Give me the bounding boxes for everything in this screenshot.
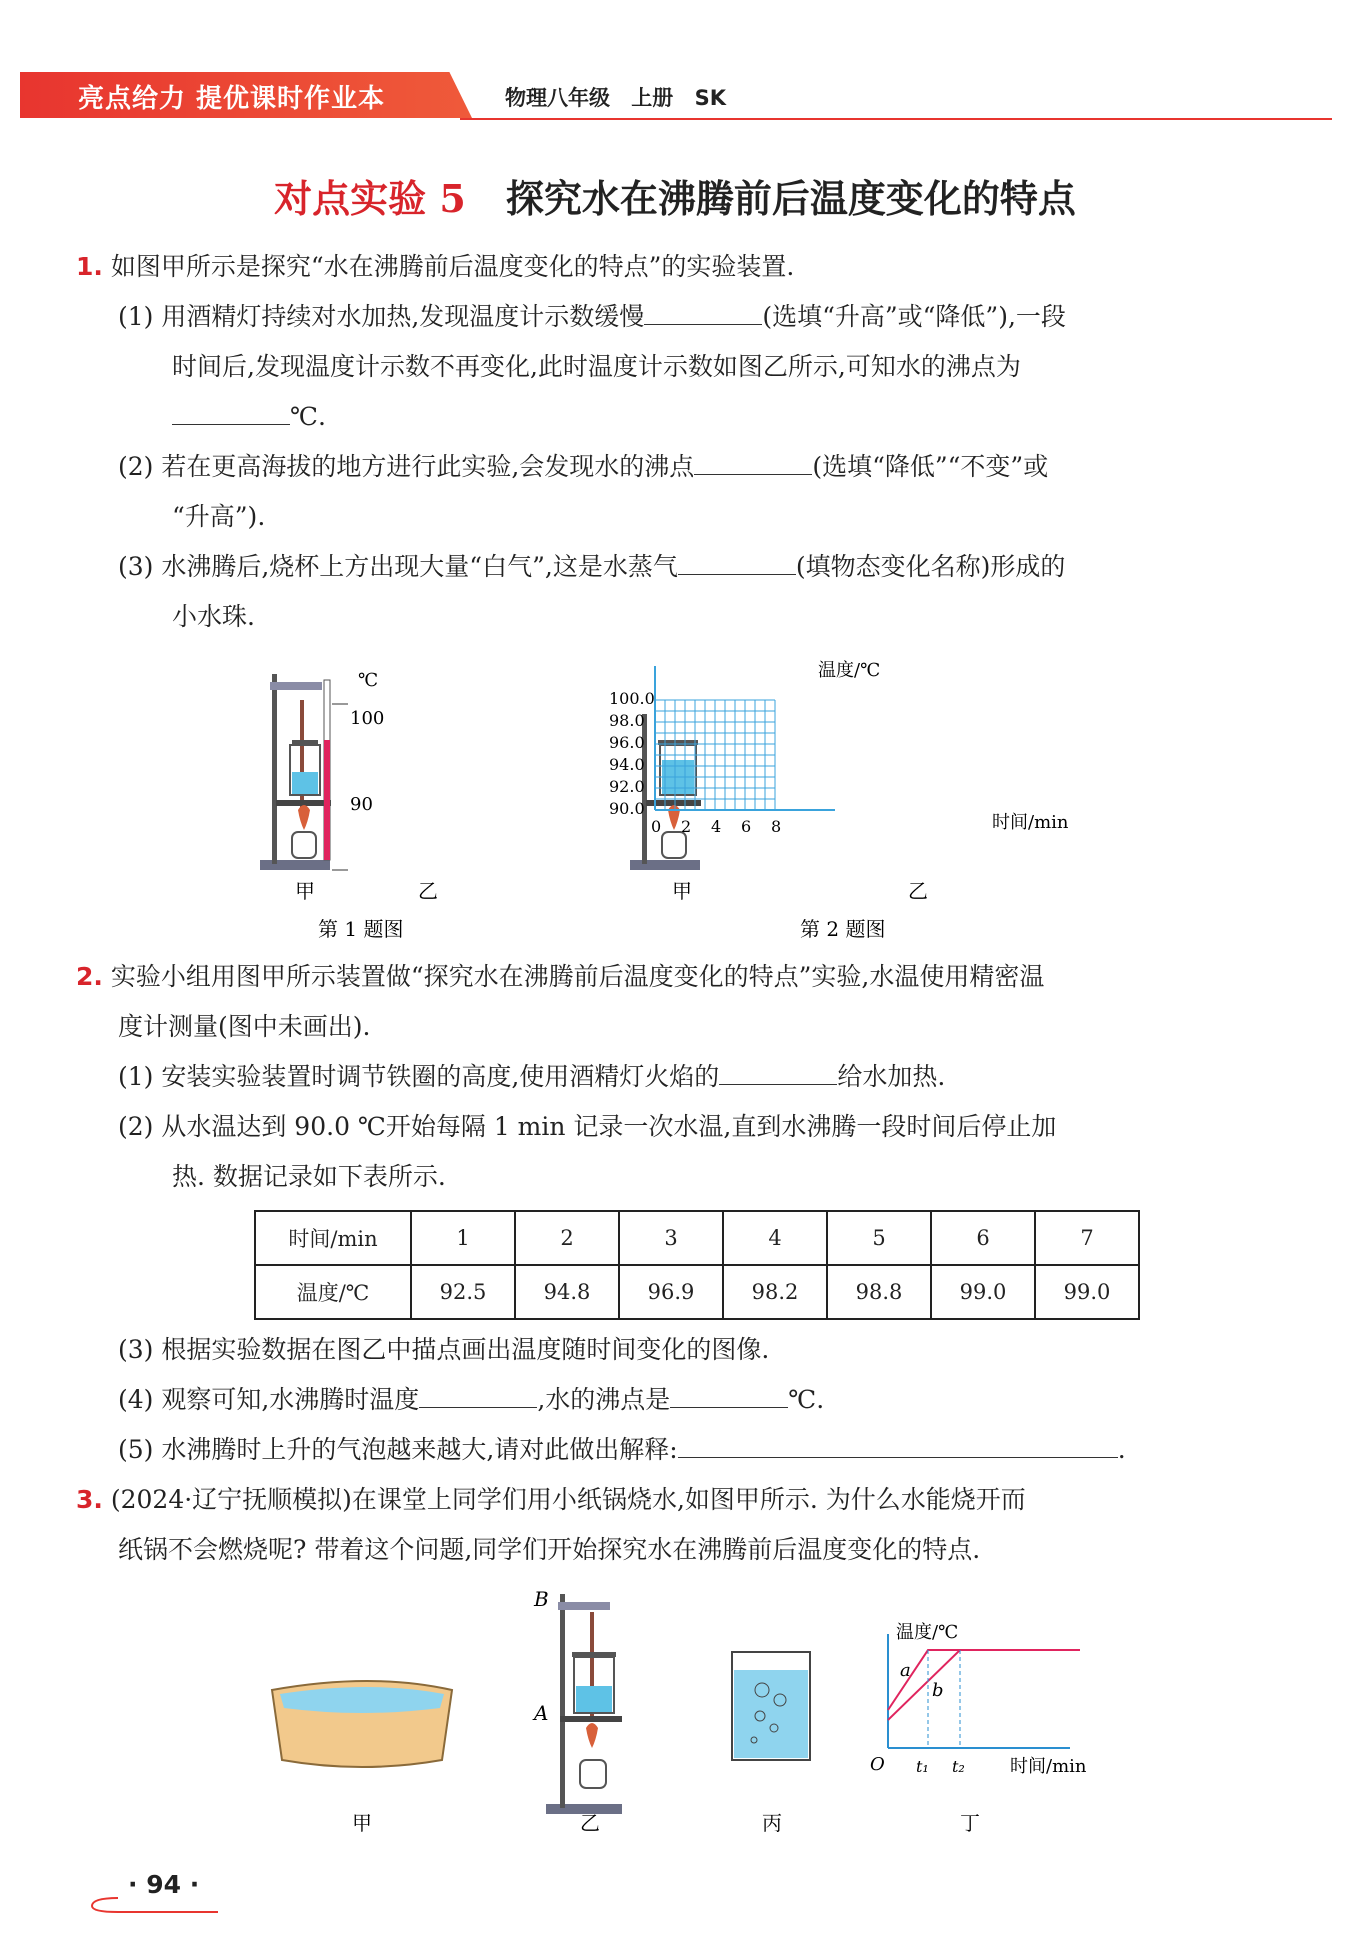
fig1-label-yi: 乙 — [418, 879, 438, 903]
q2-stem-line2: 度计测量(图中未画出). — [118, 1012, 371, 1041]
label-a: A — [534, 1701, 549, 1725]
q1-part3-line2: 小水珠. — [172, 602, 255, 631]
fig1-thermometer — [324, 680, 348, 870]
fig2-grid — [655, 666, 835, 810]
q1-p1a: (1) 用酒精灯持续对水加热,发现温度计示数缓慢 — [118, 302, 645, 331]
x-tick-label: 2 — [681, 817, 692, 836]
figures-q1-q2 — [240, 660, 1140, 950]
label-t2: t₂ — [952, 1757, 965, 1776]
fig1-caption: 第 1 题图 — [318, 917, 404, 941]
q1-p2b: (选填“降低”“不变”或 — [812, 452, 1049, 481]
q2-blank-4[interactable] — [678, 1431, 1118, 1458]
fig3-label-ding: 丁 — [960, 1811, 980, 1835]
label-b: B — [534, 1590, 549, 1611]
fig2-caption: 第 2 题图 — [800, 917, 886, 941]
q1-part1-line1 — [118, 292, 1066, 342]
q2-p1a: (1) 安装实验装置时调节铁圈的高度,使用酒精灯火焰的 — [118, 1062, 720, 1091]
label-o: O — [870, 1754, 885, 1775]
fig2-label-yi: 乙 — [908, 879, 928, 903]
q1-stem-text: 如图甲所示是探究“水在沸腾前后温度变化的特点”的实验装置. — [110, 252, 795, 281]
experiment-title: 探究水在沸腾前后温度变化的特点 — [505, 176, 1076, 221]
x-tick-label: 8 — [771, 817, 782, 836]
q1-stem — [76, 242, 794, 292]
table-cell: 99.0 — [1035, 1265, 1139, 1319]
y-tick-label: 96.0 — [609, 733, 645, 752]
table-cell: 1 — [411, 1211, 515, 1265]
q2-part3: (3) 根据实验数据在图乙中描点画出温度随时间变化的图像. — [118, 1335, 770, 1364]
paper-pot-figure — [272, 1681, 452, 1767]
q1-part1-line2: 时间后,发现温度计示数不再变化,此时温度计示数如图乙所示,可知水的沸点为 — [172, 352, 1021, 381]
q2-p1b: 给水加热. — [837, 1062, 946, 1091]
q1-blank-4[interactable] — [678, 548, 796, 575]
table-header-temp: 温度/℃ — [255, 1265, 411, 1319]
header-rule — [460, 118, 1332, 120]
q2-part1 — [118, 1052, 945, 1102]
fig3-label-yi: 乙 — [580, 1811, 600, 1835]
q2-blank-3[interactable] — [670, 1381, 788, 1408]
table-cell: 7 — [1035, 1211, 1139, 1265]
x-tick-label: 0 — [651, 817, 662, 836]
table-cell: 3 — [619, 1211, 723, 1265]
table-row — [255, 1265, 1139, 1319]
q1-p1d: ℃. — [290, 402, 326, 431]
table-cell: 98.8 — [827, 1265, 931, 1319]
fig3-label-bing: 丙 — [762, 1811, 782, 1835]
table-cell: 94.8 — [515, 1265, 619, 1319]
q1-part1-line3 — [172, 392, 326, 442]
table-cell: 2 — [515, 1211, 619, 1265]
y-tick-label: 90.0 — [609, 799, 645, 818]
q2-stem1: 实验小组用图甲所示装置做“探究水在沸腾前后温度变化的特点”实验,水温使用精密温 — [110, 962, 1045, 991]
y-tick-label: 94.0 — [609, 755, 645, 774]
q1-blank-1[interactable] — [644, 298, 762, 325]
table-cell: 5 — [827, 1211, 931, 1265]
x-tick-label: 4 — [711, 817, 722, 836]
table-cell: 98.2 — [723, 1265, 827, 1319]
beaker-bubbles-figure — [732, 1652, 810, 1760]
table-cell: 6 — [931, 1211, 1035, 1265]
q2-p4c: ℃. — [788, 1385, 825, 1414]
q1-p3a: (3) 水沸腾后,烧杯上方出现大量“白气”,这是水蒸气 — [118, 552, 678, 581]
table-row — [255, 1211, 1139, 1265]
q2-stem-line1 — [76, 952, 1044, 1002]
fig2-yticks — [609, 689, 655, 818]
table-cell: 96.9 — [619, 1265, 723, 1319]
fig1-label-jia: 甲 — [295, 879, 315, 903]
fig2-xlabel: 时间/min — [992, 812, 1069, 833]
q1-blank-2[interactable] — [172, 398, 290, 425]
x-tick-label: 6 — [741, 817, 752, 836]
q2-part5 — [118, 1425, 1126, 1475]
q1-p1b: (选填“升高”或“降低”),一段 — [762, 302, 1066, 331]
heating-curve-figure — [888, 1634, 1080, 1748]
experiment-label: 对点实验 5 — [274, 176, 466, 221]
q2-p5a: (5) 水沸腾时上升的气泡越来越大,请对此做出解释: — [118, 1435, 678, 1464]
q2-part2-line2: 热. 数据记录如下表所示. — [172, 1162, 446, 1191]
data-table — [254, 1210, 1140, 1320]
q2-blank-1[interactable] — [719, 1058, 837, 1085]
table-header-time: 时间/min — [255, 1211, 411, 1265]
page-title — [0, 168, 1350, 223]
fig1-unit: ℃ — [358, 670, 379, 691]
q1-part2-line2: “升高”). — [172, 502, 266, 531]
q1-p2a: (2) 若在更高海拔的地方进行此实验,会发现水的沸点 — [118, 452, 695, 481]
q2-blank-2[interactable] — [419, 1381, 537, 1408]
fig2-label-jia: 甲 — [672, 879, 692, 903]
page-number: · 94 · — [128, 1870, 200, 1899]
q2-part2-line1: (2) 从水温达到 90.0 ℃开始每隔 1 min 记录一次水温,直到水沸腾一段时间后停止加 — [118, 1112, 1057, 1141]
y-tick-label: 92.0 — [609, 777, 645, 796]
table-cell: 99.0 — [931, 1265, 1035, 1319]
y-tick-label: 100.0 — [609, 689, 655, 708]
fig1-apparatus — [260, 674, 331, 870]
fig3-apparatus — [546, 1594, 622, 1814]
fig2-ylabel: 温度/℃ — [818, 660, 881, 681]
label-line-b: b — [932, 1680, 944, 1701]
fig3-xlabel: 时间/min — [1010, 1756, 1087, 1777]
label-t1: t₁ — [916, 1757, 929, 1776]
q1-part3-line1 — [118, 542, 1065, 592]
fig3-ylabel: 温度/℃ — [896, 1622, 959, 1643]
q2-p5b: . — [1117, 1435, 1126, 1464]
fig1-tick-90: 90 — [350, 794, 373, 815]
series-title: 亮点给力 提优课时作业本 — [78, 84, 386, 114]
q3-stem-line2: 纸锅不会燃烧呢? 带着这个问题,同学们开始探究水在沸腾前后温度变化的特点. — [118, 1535, 981, 1564]
q1-part2-line1 — [118, 442, 1048, 492]
table-cell: 4 — [723, 1211, 827, 1265]
y-tick-label: 98.0 — [609, 711, 645, 730]
q1-blank-3[interactable] — [694, 448, 812, 475]
q3-stem1: (2024·辽宁抚顺模拟)在课堂上同学们用小纸锅烧水,如图甲所示. 为什么水能烧开而 — [110, 1485, 1026, 1514]
subject-label: 物理八年级 上册 SK — [505, 86, 727, 110]
table-cell: 92.5 — [411, 1265, 515, 1319]
q3-stem-line1 — [76, 1475, 1026, 1525]
fig3-label-jia: 甲 — [352, 1811, 372, 1835]
q3-number: 3. — [76, 1485, 103, 1514]
q1-number: 1. — [76, 252, 103, 281]
q2-p4a: (4) 观察可知,水沸腾时温度 — [118, 1385, 420, 1414]
q2-p4b: ,水的沸点是 — [537, 1385, 671, 1414]
q2-number: 2. — [76, 962, 103, 991]
q2-part4 — [118, 1375, 824, 1425]
figures-q3 — [260, 1590, 1140, 1850]
label-line-a: a — [900, 1660, 911, 1681]
fig1-tick-100: 100 — [350, 708, 385, 729]
q1-p3b: (填物态变化名称)形成的 — [795, 552, 1066, 581]
